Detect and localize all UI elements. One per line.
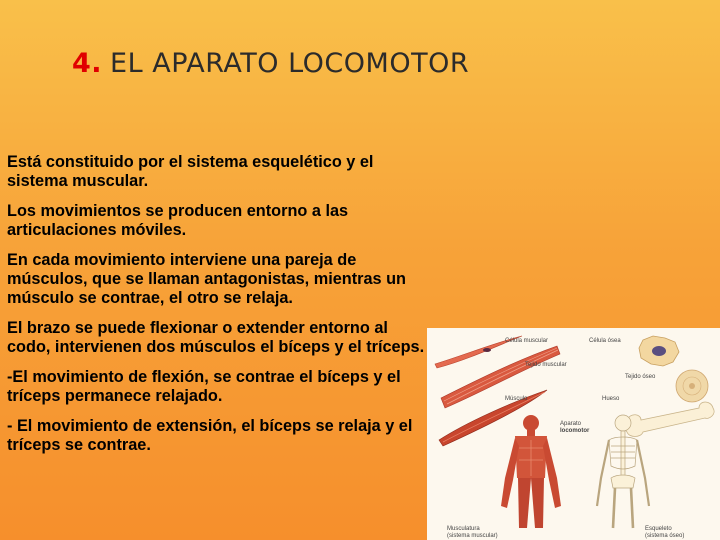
label-sistema-oseo: (sistema óseo) <box>645 533 685 539</box>
body-text <box>7 153 427 466</box>
label-esqueleto: Esqueleto <box>645 526 672 532</box>
paragraph-2: Los movimientos se producen entorno a las articulaciones móviles. <box>7 202 349 239</box>
slide-title <box>72 48 469 79</box>
paragraph-3: En cada movimiento interviene una pareja de músculos, que se llaman antagonistas, mientras un músculo se contrae, el otro se relaja. <box>7 251 407 307</box>
locomotor-illustration <box>427 328 720 540</box>
label-sistema-muscular: (sistema muscular) <box>447 533 498 539</box>
paragraph-1: Está constituido por el sistema esquelético y el sistema muscular. <box>7 153 374 190</box>
bone-cell-nucleus <box>652 346 666 356</box>
label-musculo: Músculo <box>505 396 528 402</box>
label-musculatura: Musculatura <box>447 526 480 532</box>
title-text: EL APARATO LOCOMOTOR <box>110 48 470 79</box>
bone-shape <box>625 402 714 437</box>
label-tejido-muscular: Tejido muscular <box>525 362 567 368</box>
label-hueso: Hueso <box>602 396 620 402</box>
paragraph-4: El brazo se puede flexionar o extender entorno al codo, intervienen dos músculos el bíceps y el tríceps. <box>7 319 425 356</box>
label-tejido-oseo: Tejido óseo <box>625 374 656 380</box>
label-celula-muscular: Célula muscular <box>505 338 549 344</box>
paragraph-5: -El movimiento de flexión, se contrae el bíceps y el tríceps permanece relajado. <box>7 368 401 405</box>
paragraph-6: - El movimiento de extensión, el bíceps se relaja y el tríceps se contrae. <box>7 417 413 454</box>
muscular-figure <box>501 415 561 528</box>
label-aparato: Aparato <box>560 421 582 427</box>
title-number: 4. <box>72 48 103 79</box>
label-celula-osea: Célula ósea <box>589 338 621 344</box>
locomotor-diagram <box>427 328 720 540</box>
muscle-cell-nucleus <box>483 348 491 352</box>
label-locomotor: locomotor <box>560 428 590 434</box>
